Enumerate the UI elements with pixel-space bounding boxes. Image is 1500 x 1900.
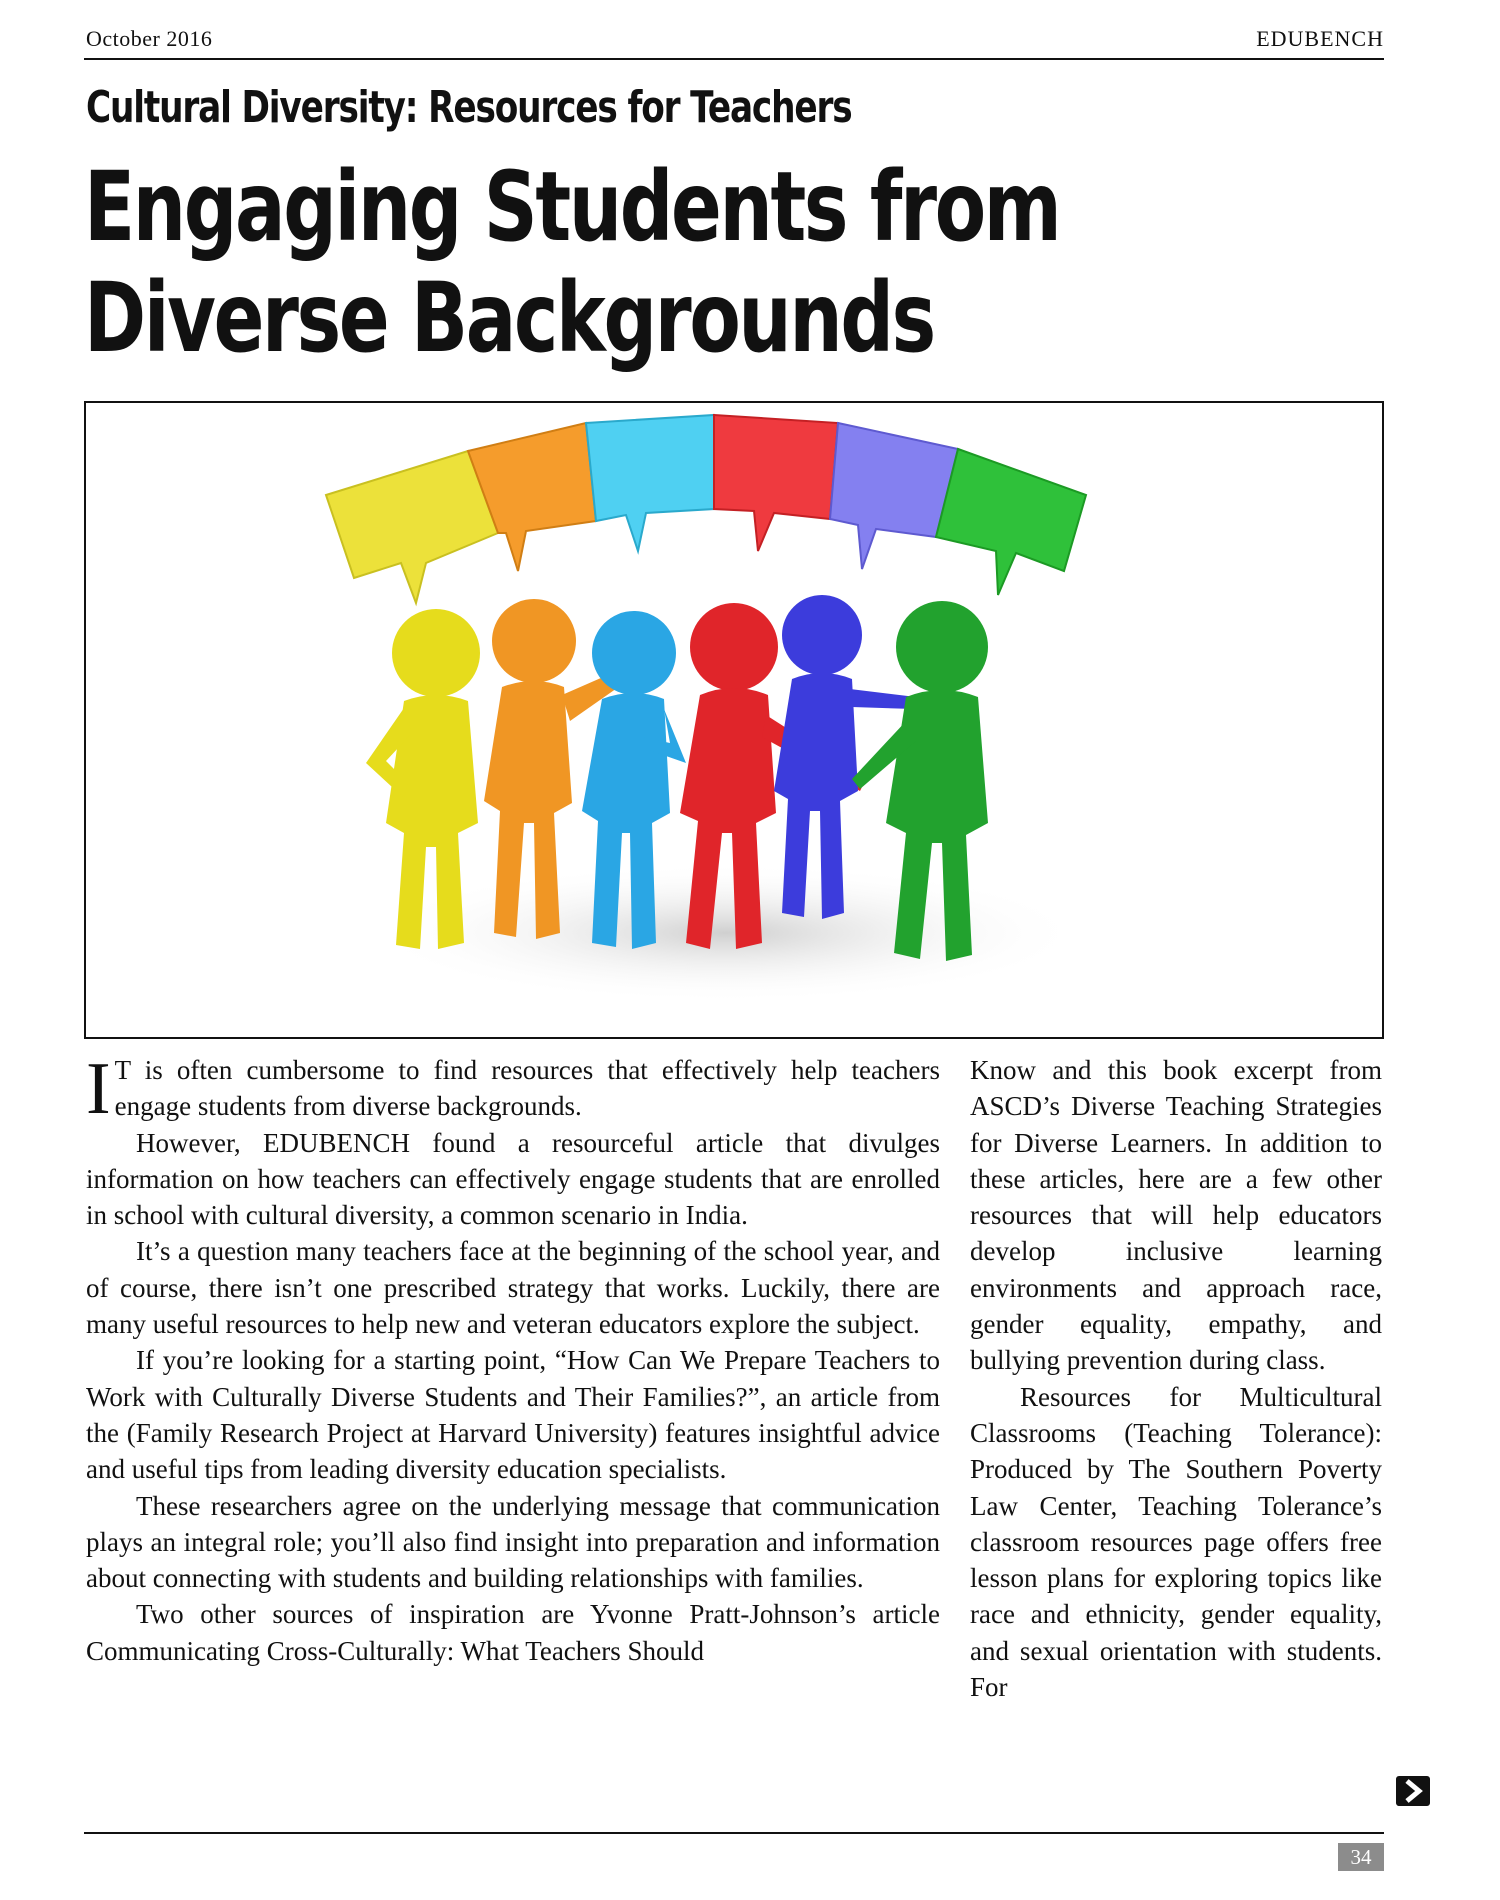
- diversity-illustration: [84, 401, 1384, 1039]
- title-line-1: Engaging Students from: [84, 151, 1060, 263]
- article-title: [84, 152, 1059, 374]
- paragraph-intro-text: T is often cumbersome to find resources that effectively help teachers engage students from diverse backgrounds.: [114, 1055, 940, 1122]
- puzzle-piece-red: [714, 415, 838, 551]
- paragraph-4: If you’re looking for a starting point, “How Can We Prepare Teachers to Work with Culturally Diverse Students and Their Families?”, an article from the (Family Research Project at Harvard University) features insightful advice and useful tips from leading diversity education specialists.: [86, 1345, 940, 1485]
- puzzle-piece-orange: [468, 423, 596, 571]
- floor-shadow: [366, 863, 1086, 1003]
- title-line-2: Diverse Backgrounds: [84, 262, 934, 374]
- header-divider: [84, 58, 1384, 60]
- paragraph-6: Two other sources of inspiration are Yvonne Pratt-Johnson’s article Communicating Cross-Culturally: What Teachers Should: [86, 1599, 940, 1666]
- chevron-right-icon: [1396, 1776, 1430, 1806]
- paragraph-intro: [86, 1048, 940, 1130]
- page-number: 34: [1338, 1843, 1384, 1871]
- paragraph-5: These researchers agree on the underlying message that communication plays an integral role; you’ll also find insight into preparation and information about connecting with students and building relationships with families.: [86, 1490, 940, 1594]
- footer-divider: [84, 1832, 1384, 1834]
- paragraph-3: It’s a question many teachers face at the beginning of the school year, and of course, there isn’t one prescribed strategy that works. Luckily, there are many useful resources to help new and veteran educators explore the subject.: [86, 1236, 940, 1340]
- puzzle-piece-green: [936, 449, 1086, 595]
- article-body-left-column: [86, 1048, 940, 1669]
- article-body-right-column: [970, 1052, 1382, 1705]
- paragraph-2: However, EDUBENCH found a resourceful article that divulges information on how teachers can effectively engage students that are enrolled in school with cultural diversity, a common scenario in India.: [86, 1127, 940, 1231]
- puzzle-arc: [326, 415, 1086, 603]
- publication-name: EDUBENCH: [1256, 26, 1384, 51]
- puzzle-piece-yellow: [326, 451, 498, 603]
- puzzle-piece-violet: [830, 423, 958, 569]
- issue-date: October 2016: [86, 26, 213, 51]
- drop-cap: I: [86, 1048, 111, 1130]
- paragraph-7: Know and this book excerpt from ASCD’s Diverse Teaching Strategies for Diverse Learners. In addition to these articles, here are a few other resources that will help educators develop inclusive learning environments and approach race, gender equality, empathy, and bullying prevention during class.: [970, 1055, 1382, 1376]
- next-page-button[interactable]: [1396, 1776, 1430, 1806]
- paragraph-8: Resources for Multicultural Classrooms (Teaching Tolerance): Produced by The Southern Poverty Law Center, Teaching Tolerance’s classroom resources page offers free lesson plans for exploring topics like race and ethnicity, gender equality, and sexual orientation with students. For: [970, 1381, 1382, 1703]
- puzzle-piece-cyan: [586, 415, 714, 551]
- article-subtitle: Cultural Diversity: Resources for Teachers: [86, 82, 852, 133]
- puzzle-people-illustration: [86, 403, 1382, 1037]
